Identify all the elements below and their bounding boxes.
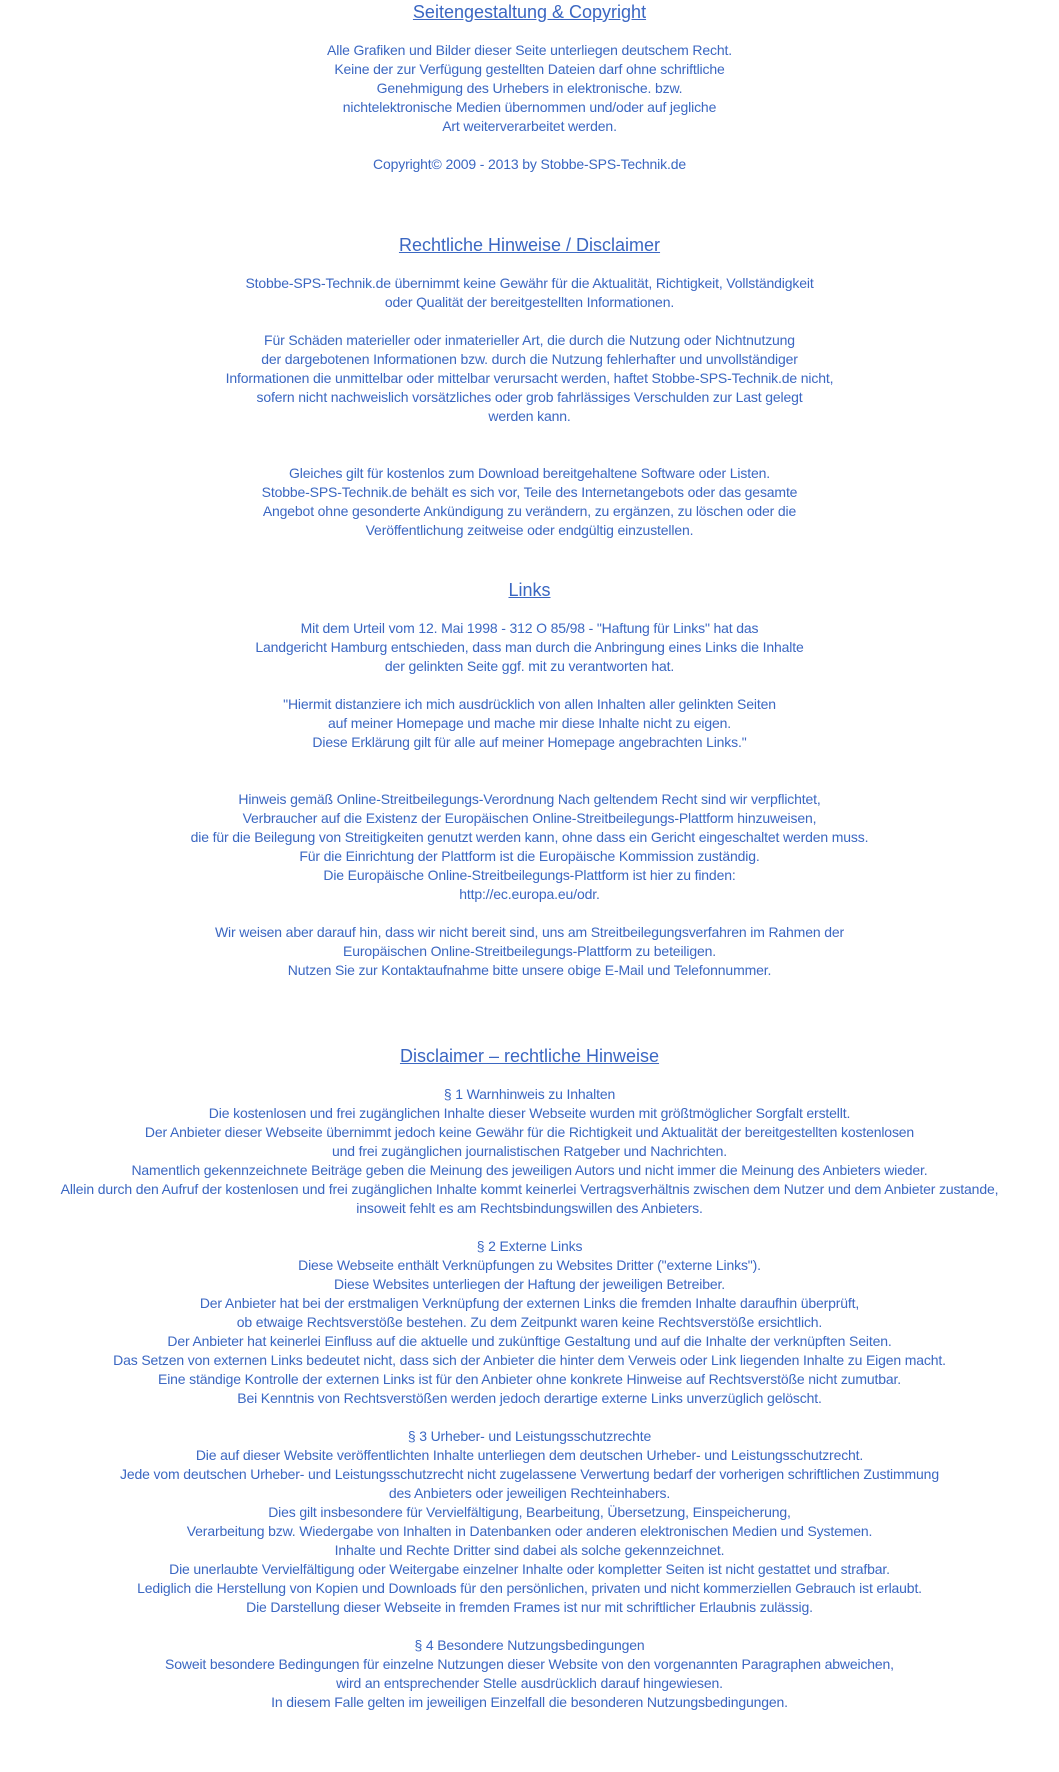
text-line: Verbraucher auf die Existenz der Europäischen Online-Streitbeilegungs-Plattform hinzuweisen, — [242, 810, 817, 826]
text-line: Nutzen Sie zur Kontaktaufnahme bitte unsere obige E-Mail und Telefonnummer. — [287, 962, 772, 978]
text-line: Jede vom deutschen Urheber- und Leistungsschutzrecht nicht zugelassene Verwertung bedarf der vorherigen schriftlichen Zustimmung — [120, 1466, 939, 1482]
text-line: und frei zugänglichen journalistischen Ratgeber und Nachrichten. — [331, 1143, 728, 1159]
text-line: insoweit fehlt es am Rechtsbindungswillen des Anbieters. — [356, 1200, 703, 1216]
text-line: Soweit besondere Bedingungen für einzelne Nutzungen dieser Website von den vorgenannten Paragraphen abweichen, — [165, 1656, 894, 1672]
text-line: der dargebotenen Informationen bzw. durch die Nutzung fehlerhafter und unvollständiger — [261, 351, 798, 367]
text-line: Für Schäden materieller oder inmaterieller Art, die durch die Nutzung oder Nichtnutzung — [264, 332, 795, 348]
text-line: Dies gilt insbesondere für Vervielfältigung, Bearbeitung, Übersetzung, Einspeicherung, — [268, 1504, 791, 1520]
text-line: Informationen die unmittelbar oder mittelbar verursacht werden, haftet Stobbe-SPS-Technik.de nicht, — [225, 370, 834, 386]
paragraph — [0, 464, 1059, 540]
text-line: des Anbieters oder jeweiligen Rechteinhabers. — [388, 1485, 671, 1501]
paragraph — [0, 331, 1059, 426]
text-line: Das Setzen von externen Links bedeutet nicht, dass sich der Anbieter die hinter dem Verweis oder Link liegenden Inhalte zu Eigen macht. — [113, 1352, 946, 1368]
text-line: Der Anbieter hat bei der erstmaligen Verknüpfung der externen Links die fremden Inhalte daraufhin überprüft, — [199, 1295, 860, 1311]
text-line: Namentlich gekennzeichnete Beiträge geben die Meinung des jeweiligen Autors und nicht immer die Meinung des Anbieters wieder. — [131, 1162, 928, 1178]
paragraph — [0, 274, 1059, 312]
text-line: der gelinkten Seite ggf. mit zu verantworten hat. — [384, 658, 675, 674]
paragraph — [0, 155, 1059, 174]
text-line: In diesem Falle gelten im jeweiligen Einzelfall die besonderen Nutzungsbedingungen. — [271, 1694, 788, 1710]
text-line: werden kann. — [488, 408, 571, 424]
text-line: Die auf dieser Website veröffentlichten Inhalte unterliegen dem deutschen Urheber- und Leistungsschutzrecht. — [195, 1447, 864, 1463]
section-disclaimer — [0, 1044, 1059, 1710]
text-line: § 1 Warnhinweis zu Inhalten — [443, 1086, 616, 1102]
text-line: Genehmigung des Urhebers in elektronische. bzw. — [376, 80, 683, 96]
paragraph — [0, 1427, 1059, 1617]
paragraph — [0, 1237, 1059, 1408]
text-line: "Hiermit distanziere ich mich ausdrücklich von allen Inhalten aller gelinkten Seiten — [283, 696, 776, 712]
text-line: Lediglich die Herstellung von Kopien und Downloads für den persönlichen, privaten und nicht kommerziellen Gebrauch ist erlaubt. — [137, 1580, 922, 1596]
heading-copyright[interactable]: Seitengestaltung & Copyright — [412, 2, 647, 22]
text-line: Der Anbieter dieser Webseite übernimmt jedoch keine Gewähr für die Richtigkeit und Aktualität der bereitgestellten kostenlosen — [144, 1124, 915, 1140]
text-line: sofern nicht nachweislich vorsätzliches oder grob fahrlässiges Verschulden zur Last gelegt — [256, 389, 803, 405]
text-line: Die Darstellung dieser Webseite in fremden Frames ist nur mit schriftlicher Erlaubnis zulässig. — [246, 1599, 813, 1615]
paragraph — [0, 790, 1059, 904]
text-line: Wir weisen aber darauf hin, dass wir nicht bereit sind, uns am Streitbeilegungsverfahren im Rahmen der — [214, 924, 844, 940]
text-line: auf meiner Homepage und mache mir diese Inhalte nicht zu eigen. — [327, 715, 731, 731]
section-links — [0, 578, 1059, 978]
paragraph — [0, 923, 1059, 980]
text-line: Für die Einrichtung der Plattform ist die Europäische Kommission zuständig. — [299, 848, 760, 864]
paragraph — [0, 1085, 1059, 1218]
text-line: ob etwaige Rechtsverstöße bestehen. Zu dem Zeitpunkt waren keine Rechtsverstöße ersichtlich. — [236, 1314, 823, 1330]
text-line: Europäischen Online-Streitbeilegungs-Plattform zu beteiligen. — [343, 943, 716, 959]
text-line: Diese Webseite enthält Verknüpfungen zu Websites Dritter ("externe Links"). — [298, 1257, 761, 1273]
section-copyright — [0, 0, 1059, 172]
text-line: Diese Websites unterliegen der Haftung der jeweiligen Betreiber. — [334, 1276, 725, 1292]
text-line: Eine ständige Kontrolle der externen Links ist für den Anbieter ohne konkrete Hinweise auf Rechtsverstöße nicht zumutbar. — [158, 1371, 901, 1387]
text-line: Angebot ohne gesonderte Ankündigung zu verändern, zu ergänzen, zu löschen oder die — [262, 503, 797, 519]
text-line: Der Anbieter hat keinerlei Einfluss auf die aktuelle und zukünftige Gestaltung und auf die Inhalte der verknüpften Seiten. — [167, 1333, 892, 1349]
text-line: Veröffentlichung zeitweise oder endgültig einzustellen. — [365, 522, 694, 538]
heading-links[interactable]: Links — [508, 580, 551, 600]
heading-disclaimer[interactable]: Disclaimer – rechtliche Hinweise — [399, 1046, 660, 1066]
text-line: Hinweis gemäß Online-Streitbeilegungs-Verordnung Nach geltendem Recht sind wir verpflichtet, — [238, 791, 821, 807]
heading-legal[interactable]: Rechtliche Hinweise / Disclaimer — [398, 235, 661, 255]
text-line: Die Europäische Online-Streitbeilegungs-Plattform ist hier zu finden: — [323, 867, 736, 883]
text-line: Die kostenlosen und frei zugänglichen Inhalte dieser Webseite wurden mit größtmöglicher Sorgfalt erstellt. — [208, 1105, 851, 1121]
text-line: Allein durch den Aufruf der kostenlosen und frei zugänglichen Inhalte kommt keinerlei Vertragsverhältnis zwischen dem Nutzer und dem Anbieter zustande, — [60, 1181, 999, 1197]
text-line: Keine der zur Verfügung gestellten Dateien darf ohne schriftliche — [334, 61, 725, 77]
paragraph — [0, 41, 1059, 136]
text-line: Gleiches gilt für kostenlos zum Download bereitgehaltene Software oder Listen. — [289, 465, 770, 481]
text-line: § 2 Externe Links — [476, 1238, 583, 1254]
text-line: Diese Erklärung gilt für alle auf meiner Homepage angebrachten Links." — [312, 734, 747, 750]
paragraph — [0, 1636, 1059, 1712]
text-line: wird an entsprechender Stelle ausdrücklich darauf hingewiesen. — [336, 1675, 723, 1691]
text-line: Alle Grafiken und Bilder dieser Seite unterliegen deutschem Recht. — [327, 42, 732, 58]
text-line: Inhalte und Rechte Dritter sind dabei als solche gekennzeichnet. — [334, 1542, 725, 1558]
text-line: § 3 Urheber- und Leistungsschutzrechte — [407, 1428, 652, 1444]
text-line: Bei Kenntnis von Rechtsverstößen werden jedoch derartige externe Links unverzüglich gelöscht. — [237, 1390, 822, 1406]
text-line: Verarbeitung bzw. Wiedergabe von Inhalten in Datenbanken oder anderen elektronischen Medien und Systemen. — [186, 1523, 873, 1539]
text-line: http://ec.europa.eu/odr. — [459, 886, 600, 902]
text-line: oder Qualität der bereitgestellten Informationen. — [384, 294, 675, 310]
text-line: Copyright© 2009 - 2013 by Stobbe-SPS-Technik.de — [372, 156, 686, 172]
text-line: Stobbe-SPS-Technik.de behält es sich vor, Teile des Internetangebots oder das gesamte — [261, 484, 798, 500]
text-line: die für die Beilegung von Streitigkeiten genutzt werden kann, ohne dass ein Gericht eingeschaltet werden muss. — [190, 829, 869, 845]
paragraph — [0, 619, 1059, 676]
text-line: Art weiterverarbeitet werden. — [442, 118, 617, 134]
text-line: § 4 Besondere Nutzungsbedingungen — [414, 1637, 645, 1653]
text-line: nichtelektronische Medien übernommen und/oder auf jegliche — [342, 99, 717, 115]
text-line: Stobbe-SPS-Technik.de übernimmt keine Gewähr für die Aktualität, Richtigkeit, Vollständigkeit — [245, 275, 814, 291]
paragraph — [0, 695, 1059, 752]
text-line: Landgericht Hamburg entschieden, dass man durch die Anbringung eines Links die Inhalte — [255, 639, 804, 655]
section-legal — [0, 233, 1059, 538]
text-line: Die unerlaubte Vervielfältigung oder Weitergabe einzelner Inhalte oder kompletter Seiten ist nicht gestattet und strafbar. — [169, 1561, 890, 1577]
text-line: Mit dem Urteil vom 12. Mai 1998 - 312 O 85/98 - "Haftung für Links" hat das — [300, 620, 759, 636]
